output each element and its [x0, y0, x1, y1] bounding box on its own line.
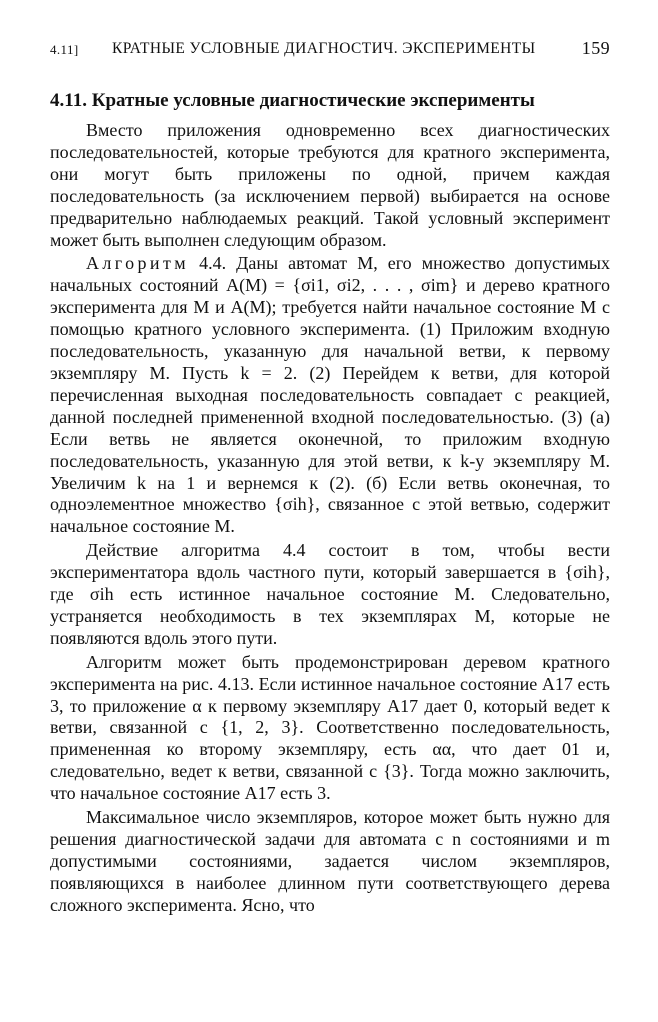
paragraph-maximum: Максимальное число экземпляров, которое может быть нужно для решения диагностической задачи для автомата с n состояниями и m допустимыми состояниями, задается числом экземпляров, появляющихся в наиболее длинном пути соответствующего дерева сложного эксперимента. Ясно, что — [50, 807, 610, 915]
paragraph-action: Действие алгоритма 4.4 состоит в том, чтобы вести экспериментатора вдоль частного пути, который завершается в {σih}, где σih есть истинное начальное состояние M. Следовательно, устраняется необходимость в тех экземплярах M, которые не появляются вдоль этого пути. — [50, 540, 610, 648]
paragraph-algorithm — [50, 253, 610, 538]
header-section-number: 4.11] — [50, 42, 79, 57]
paragraph-intro: Вместо приложения одновременно всех диагностических последовательностей, которые требуются для кратного эксперимента, они могут быть приложены по одной, причем каждая последовательность (за исключением первой) выбирается на основе предварительно наблюдаемых реакций. Такой условный эксперимент может быть выполнен следующим образом. — [50, 120, 610, 250]
running-header — [50, 40, 610, 64]
section-title: 4.11. Кратные условные диагностические эксперименты — [50, 90, 535, 111]
algorithm-lead-word: Алгоритм — [86, 253, 190, 274]
algorithm-text: 4.4. Даны автомат M, его множество допустимых начальных состояний A(M) = {σi1, σi2, . . . , σim} и дерево кратного эксперимента для M и A(M); требуется найти начальное состояние M с помощью кратного условного эксперимента. (1) Приложим входную последовательность, указанную для начальной ветви, к первому экземпляру M. Пусть k = 2. (2) Перейдем к ветви, для которой перечисленная выходная последовательность совпадает с реакцией, данной последней примененной входной последовательностью. (3) (а) Если ветвь не является оконечной, то приложим входную последовательность, указанную для этой ветви, к k-у экземпляру M. Увеличим k на 1 и вернемся к (2). (б) Если ветвь оконечная, то одноэлементное множество {σih}, связанное с этой ветвью, содержит начальное состояние M. — [50, 253, 610, 537]
body-text — [50, 120, 610, 919]
page-number: 159 — [581, 38, 610, 58]
paragraph-demonstration: Алгоритм может быть продемонстрирован деревом кратного эксперимента на рис. 4.13. Если истинное начальное состояние A17 есть 3, то приложение α к первому экземпляру A17 дает 0, который ведет к ветви, связанной с {1, 2, 3}. Соответственно последовательность, примененная ко второму экземпляру, есть αα, что дает 01 и, следовательно, ведет к ветви, связанной с {3}. Тогда можно заключить, что начальное состояние A17 есть 3. — [50, 651, 610, 804]
header-running-title: КРАТНЫЕ УСЛОВНЫЕ ДИАГНОСТИЧ. ЭКСПЕРИМЕНТЫ — [112, 40, 536, 57]
